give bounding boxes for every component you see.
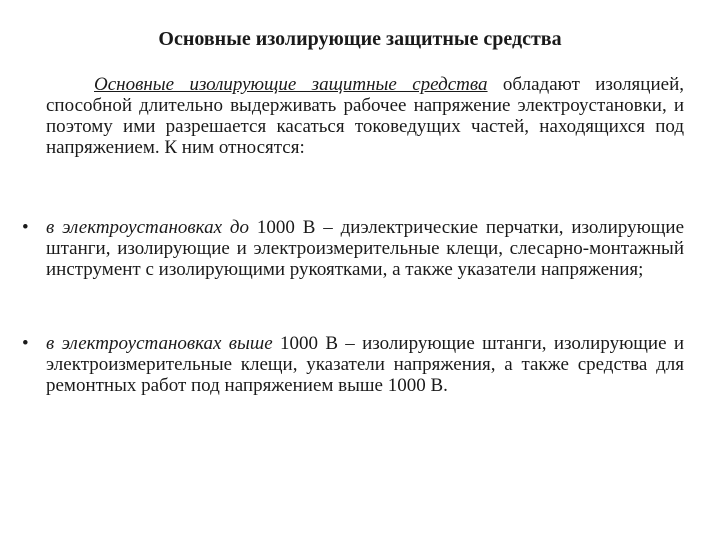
bullet-1-text: 1000 В – диэлектрические перчатки, изолирующие штанги, изолирующие и электроизмерительные клещи, слесарно-монтажный инструмент с изолирующими рукоятками, а также указатели напряжения; (46, 217, 685, 280)
bullet-2-text: 1000 В – изолирующие штанги, изолирующие и электроизмерительные клещи, указатели напряжения, а также средства для ремонтных работ под напряжением выше 1000 В. (46, 333, 684, 396)
bullet-marker-1: • (22, 217, 29, 238)
intro-paragraph (46, 74, 684, 158)
bullet-1-lead: в электроустановках до (46, 217, 249, 238)
intro-body-text: обладают изоляцией, способной длительно выдерживать рабочее напряжение электроустановки, и поэтому ими разрешается касаться токоведущих частей, находящихся под напряжением. К ним относятся: (46, 74, 684, 158)
slide-title: Основные изолирующие защитные средства (158, 28, 562, 50)
intro-lead-term-text: Основные изолирующие защитные средства (94, 74, 488, 95)
bullet-item-2 (46, 333, 684, 396)
intro-lead-term (94, 74, 488, 95)
bullet-marker-2: • (22, 333, 29, 354)
bullet-2-lead: в электроустановках выше (46, 333, 273, 354)
bullet-item-1 (46, 217, 684, 280)
